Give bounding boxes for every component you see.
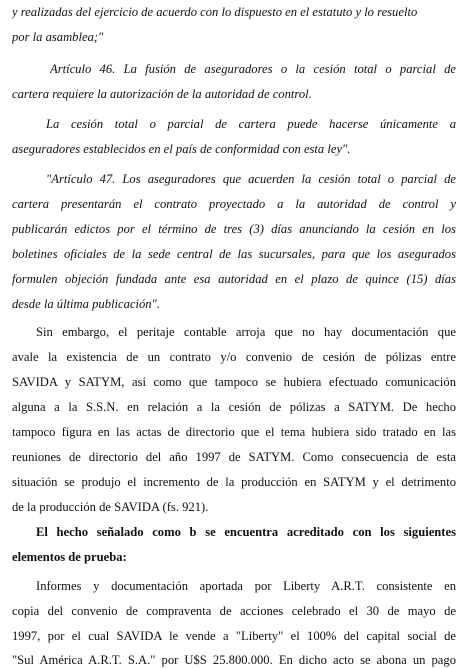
text-line: cartera presentarán el contrato proyectado a la autoridad de control y — [12, 197, 456, 211]
text-line: aseguradores establecidos en el país de conformidad con esta ley". — [12, 142, 351, 156]
text-line: alguna a la S.S.N. en relación a la cesión de pólizas a SATYM. De hecho — [12, 400, 456, 414]
section-heading: El hecho señalado como b se encuentra acreditado con los siguientes — [36, 525, 456, 539]
text-line: La cesión total o parcial de cartera puede hacerse únicamente a — [46, 117, 456, 131]
text-line: formulen objeción fundada ante esa autoridad en el plazo de quince (15) días — [12, 272, 456, 286]
text-line: avale la existencia de un contrato y/o convenio de cesión de pólizas entre — [12, 350, 456, 364]
text-line: boletines oficiales de la sede central de las sucursales, para que los asegurados — [12, 247, 456, 261]
text-line: desde la última publicación". — [12, 297, 160, 311]
text-line: situación se produjo el incremento de la producción en SATYM y el detrimento — [12, 475, 456, 489]
text-line: cartera requiere la autorización de la autoridad de control. — [12, 87, 312, 101]
text-line: publicarán edictos por el término de tres (3) días anunciando la cesión en los — [12, 222, 456, 236]
text-line: reuniones de directorio del año 1997 de SATYM. Como consecuencia de esta — [12, 450, 456, 464]
text-line: y realizadas del ejercicio de acuerdo con lo dispuesto en el estatuto y lo resuelto — [12, 5, 418, 19]
text-line: Sin embargo, el peritaje contable arroja que no hay documentación que — [36, 325, 456, 339]
text-line: de la producción de SAVIDA (fs. 921). — [12, 500, 209, 514]
text-line: "Sul América A.R.T. S.A." por U$S 25.800.000. En dicho acto se abona un pago — [12, 653, 456, 667]
text-line: 1997, por el cual SAVIDA le vende a "Liberty" el 100% del capital social de — [12, 629, 456, 643]
section-heading: elementos de prueba: — [12, 550, 127, 564]
text-line: SAVIDA y SATYM, así como que tampoco se hubiera efectuado comunicación — [12, 375, 456, 389]
article-47-heading: "Artículo 47. Los aseguradores que acuerden la cesión total o parcial de — [46, 172, 456, 186]
text-line: tampoco figura en las actas de directorio que el tema hubiera sido tratado en las — [12, 425, 456, 439]
text-line: copia del convenio de compraventa de acciones celebrado el 30 de mayo de — [12, 604, 456, 618]
article-46-heading: Artículo 46. La fusión de aseguradores o la cesión total o parcial de — [50, 62, 456, 76]
text-line: por la asamblea;" — [12, 30, 104, 44]
text-line: Informes y documentación aportada por Liberty A.R.T. consistente en — [36, 579, 456, 593]
